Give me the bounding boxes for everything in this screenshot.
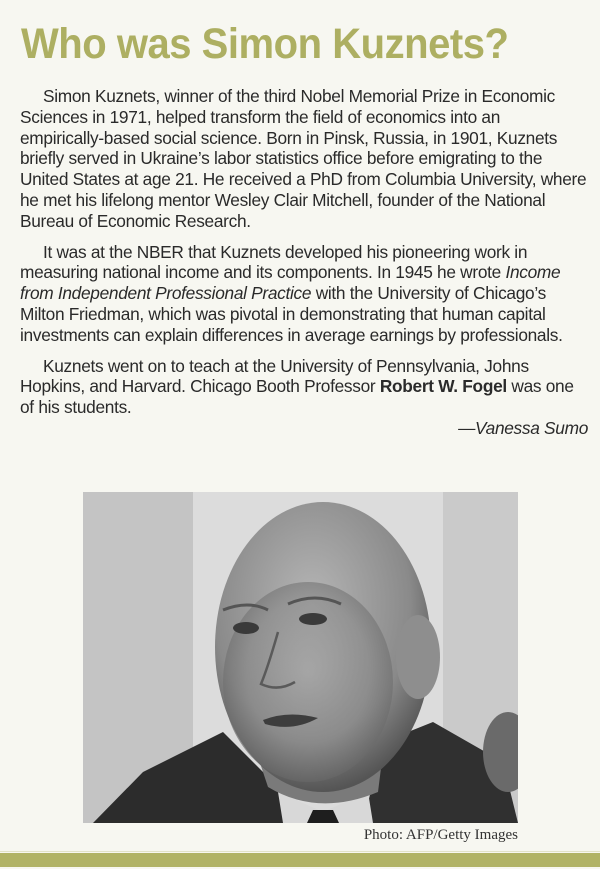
paragraph-2-text-b: with the University of Chicago’s Milton Friedman, which was pivotal in demonstrating that human capital investments can explain differences in average earnings by professionals. bbox=[20, 283, 563, 345]
article-body bbox=[20, 86, 588, 428]
portrait-photo bbox=[83, 492, 518, 823]
paragraph-2-text-a: It was at the NBER that Kuznets developed his pioneering work in measuring national income and its components. In 1945 he wrote bbox=[20, 241, 528, 283]
portrait-illustration-icon bbox=[83, 492, 518, 823]
paragraph-3-text-b: was one of his students. bbox=[20, 376, 574, 418]
photo-caption: Photo: AFP/Getty Images bbox=[363, 827, 518, 843]
bottom-divider bbox=[0, 851, 600, 852]
book-title: Income from Independent Professional Practice bbox=[20, 262, 561, 304]
author-signature: —Vanessa Sumo bbox=[458, 418, 588, 438]
paragraph-3-text-a: Kuznets went on to teach at the University of Pennsylvania, Johns Hopkins, and Harvard. Chicago Booth Professor bbox=[20, 355, 529, 397]
paragraph-1: Simon Kuznets, winner of the third Nobel Memorial Prize in Economic Sciences in 1971, helped transform the field of economics into an empirically-based social science. Born in Pinsk, Russia, in 1901, Kuznets briefly served in Ukraine’s labor statistics office before emigrating to the United States at age 21. He received a PhD from Columbia University, where he met his lifelong mentor Wesley Clair Mitchell, founder of the National Bureau of Economic Research. bbox=[20, 86, 587, 231]
paragraph-3 bbox=[20, 356, 588, 418]
paragraph-2 bbox=[20, 242, 588, 346]
page-title: Who was Simon Kuznets? bbox=[21, 20, 509, 68]
professor-name: Robert W. Fogel bbox=[379, 376, 507, 397]
bottom-accent-bar bbox=[0, 853, 600, 867]
